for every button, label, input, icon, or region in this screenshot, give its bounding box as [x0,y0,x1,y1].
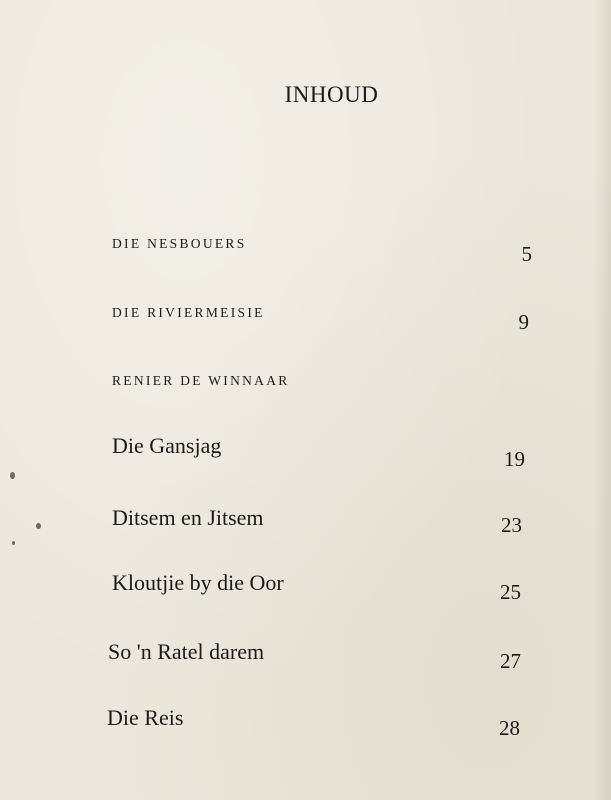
toc-entry-page: 23 [501,513,522,537]
page-edge-shadow [593,0,611,800]
toc-entry-title: Ditsem en Jitsem [112,505,264,530]
toc-entry-page: 28 [499,716,520,740]
paper-speck [36,523,41,529]
toc-entry-title: DIE NESBOUERS [112,236,247,251]
toc-entry-page: 25 [500,580,521,604]
toc-entry-page: 5 [521,242,532,266]
toc-entry-title: Die Reis [107,705,184,730]
toc-entry-page: 27 [500,649,521,673]
toc-entry-page: 19 [504,447,525,471]
paper-speck [12,541,15,545]
page-title: INHOUD [284,82,379,107]
toc-entry-title: Die Gansjag [112,433,222,458]
toc-entry-title: Kloutjie by die Oor [112,570,284,595]
toc-entry-page: 9 [518,310,529,334]
toc-entry-title: So 'n Ratel darem [108,639,265,664]
toc-entry-title: RENIER DE WINNAAR [112,373,290,388]
toc-entry-title: DIE RIVIERMEISIE [112,305,265,320]
paper-speck [10,472,15,479]
